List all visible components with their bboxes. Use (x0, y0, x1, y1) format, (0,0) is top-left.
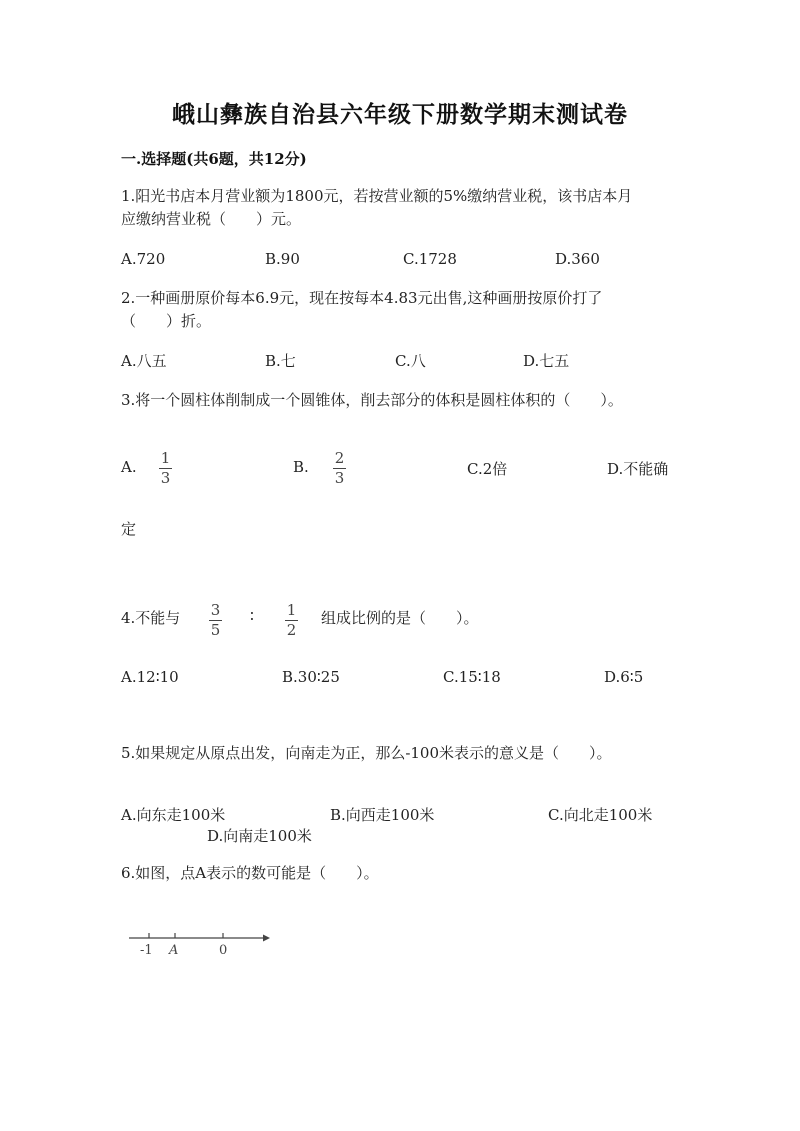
q4-option-d[interactable]: D.6∶5 (604, 668, 644, 686)
q3-option-a-fraction (159, 450, 172, 487)
section-heading: 一.选择题(共6题，共12分) (121, 150, 307, 168)
label-point-a: A (169, 943, 179, 958)
fraction-denominator: 5 (210, 621, 221, 639)
question-4-suffix: 组成比例的是（ ）。 (321, 609, 479, 627)
q4-fraction-1 (209, 602, 222, 639)
fraction-denominator: 3 (334, 469, 345, 487)
q5-option-b[interactable]: B.向西走100米 (330, 806, 435, 824)
label-zero: 0 (219, 943, 228, 958)
q1-option-c[interactable]: C.1728 (403, 250, 457, 268)
q1-option-b[interactable]: B.90 (265, 250, 300, 268)
q1-option-a[interactable]: A.720 (121, 250, 166, 268)
label-minus-one: -1 (140, 943, 153, 958)
q3-option-d[interactable]: D.不能确 (607, 460, 669, 478)
question-1-line-1: 1.阳光书店本月营业额为1800元，若按营业额的5%缴纳营业税，该书店本月 (121, 187, 633, 205)
fraction-numerator: 1 (286, 601, 297, 619)
q2-option-c[interactable]: C.八 (395, 352, 426, 370)
q5-option-d[interactable]: D.向南走100米 (207, 827, 312, 845)
number-line-figure (125, 925, 275, 965)
fraction-denominator: 2 (286, 621, 297, 639)
q4-option-c[interactable]: C.15∶18 (443, 668, 501, 686)
page-title: 峨山彝族自治县六年级下册数学期末测试卷 (172, 101, 628, 128)
q3-option-c[interactable]: C.2倍 (467, 460, 508, 478)
question-2-line-1: 2.一种画册原价每本6.9元，现在按每本4.83元出售,这种画册按原价打了 (121, 289, 603, 307)
number-line-arrow-icon (263, 935, 270, 942)
q5-option-c[interactable]: C.向北走100米 (548, 806, 653, 824)
q2-option-d[interactable]: D.七五 (523, 352, 570, 370)
q3-option-a[interactable]: A. (121, 458, 137, 476)
question-4-prefix: 4.不能与 (121, 609, 181, 627)
fraction-numerator: 2 (334, 449, 345, 467)
q3-option-d-wrap: 定 (121, 520, 137, 538)
q2-option-a[interactable]: A.八五 (121, 352, 167, 370)
fraction-numerator: 1 (160, 449, 171, 467)
question-2-line-2: （ ）折。 (121, 312, 212, 330)
question-6-text: 6.如图，点A表示的数可能是（ ）。 (121, 864, 379, 882)
q3-option-b[interactable]: B. (293, 458, 309, 476)
q2-option-b[interactable]: B.七 (265, 352, 296, 370)
q4-ratio-colon: ∶ (250, 607, 254, 625)
q5-option-a[interactable]: A.向东走100米 (121, 806, 226, 824)
question-1-line-2: 应缴纳营业税（ ）元。 (121, 210, 302, 228)
q4-option-b[interactable]: B.30∶25 (282, 668, 340, 686)
q4-option-a[interactable]: A.12∶10 (121, 668, 179, 686)
q1-option-d[interactable]: D.360 (555, 250, 600, 268)
fraction-numerator: 3 (210, 601, 221, 619)
question-3-text: 3.将一个圆柱体削制成一个圆锥体，削去部分的体积是圆柱体积的（ ）。 (121, 391, 623, 409)
q4-fraction-2 (285, 602, 298, 639)
fraction-denominator: 3 (160, 469, 171, 487)
question-5-text: 5.如果规定从原点出发，向南走为正，那么-100米表示的意义是（ ）。 (121, 744, 612, 762)
q3-option-b-fraction (333, 450, 346, 487)
